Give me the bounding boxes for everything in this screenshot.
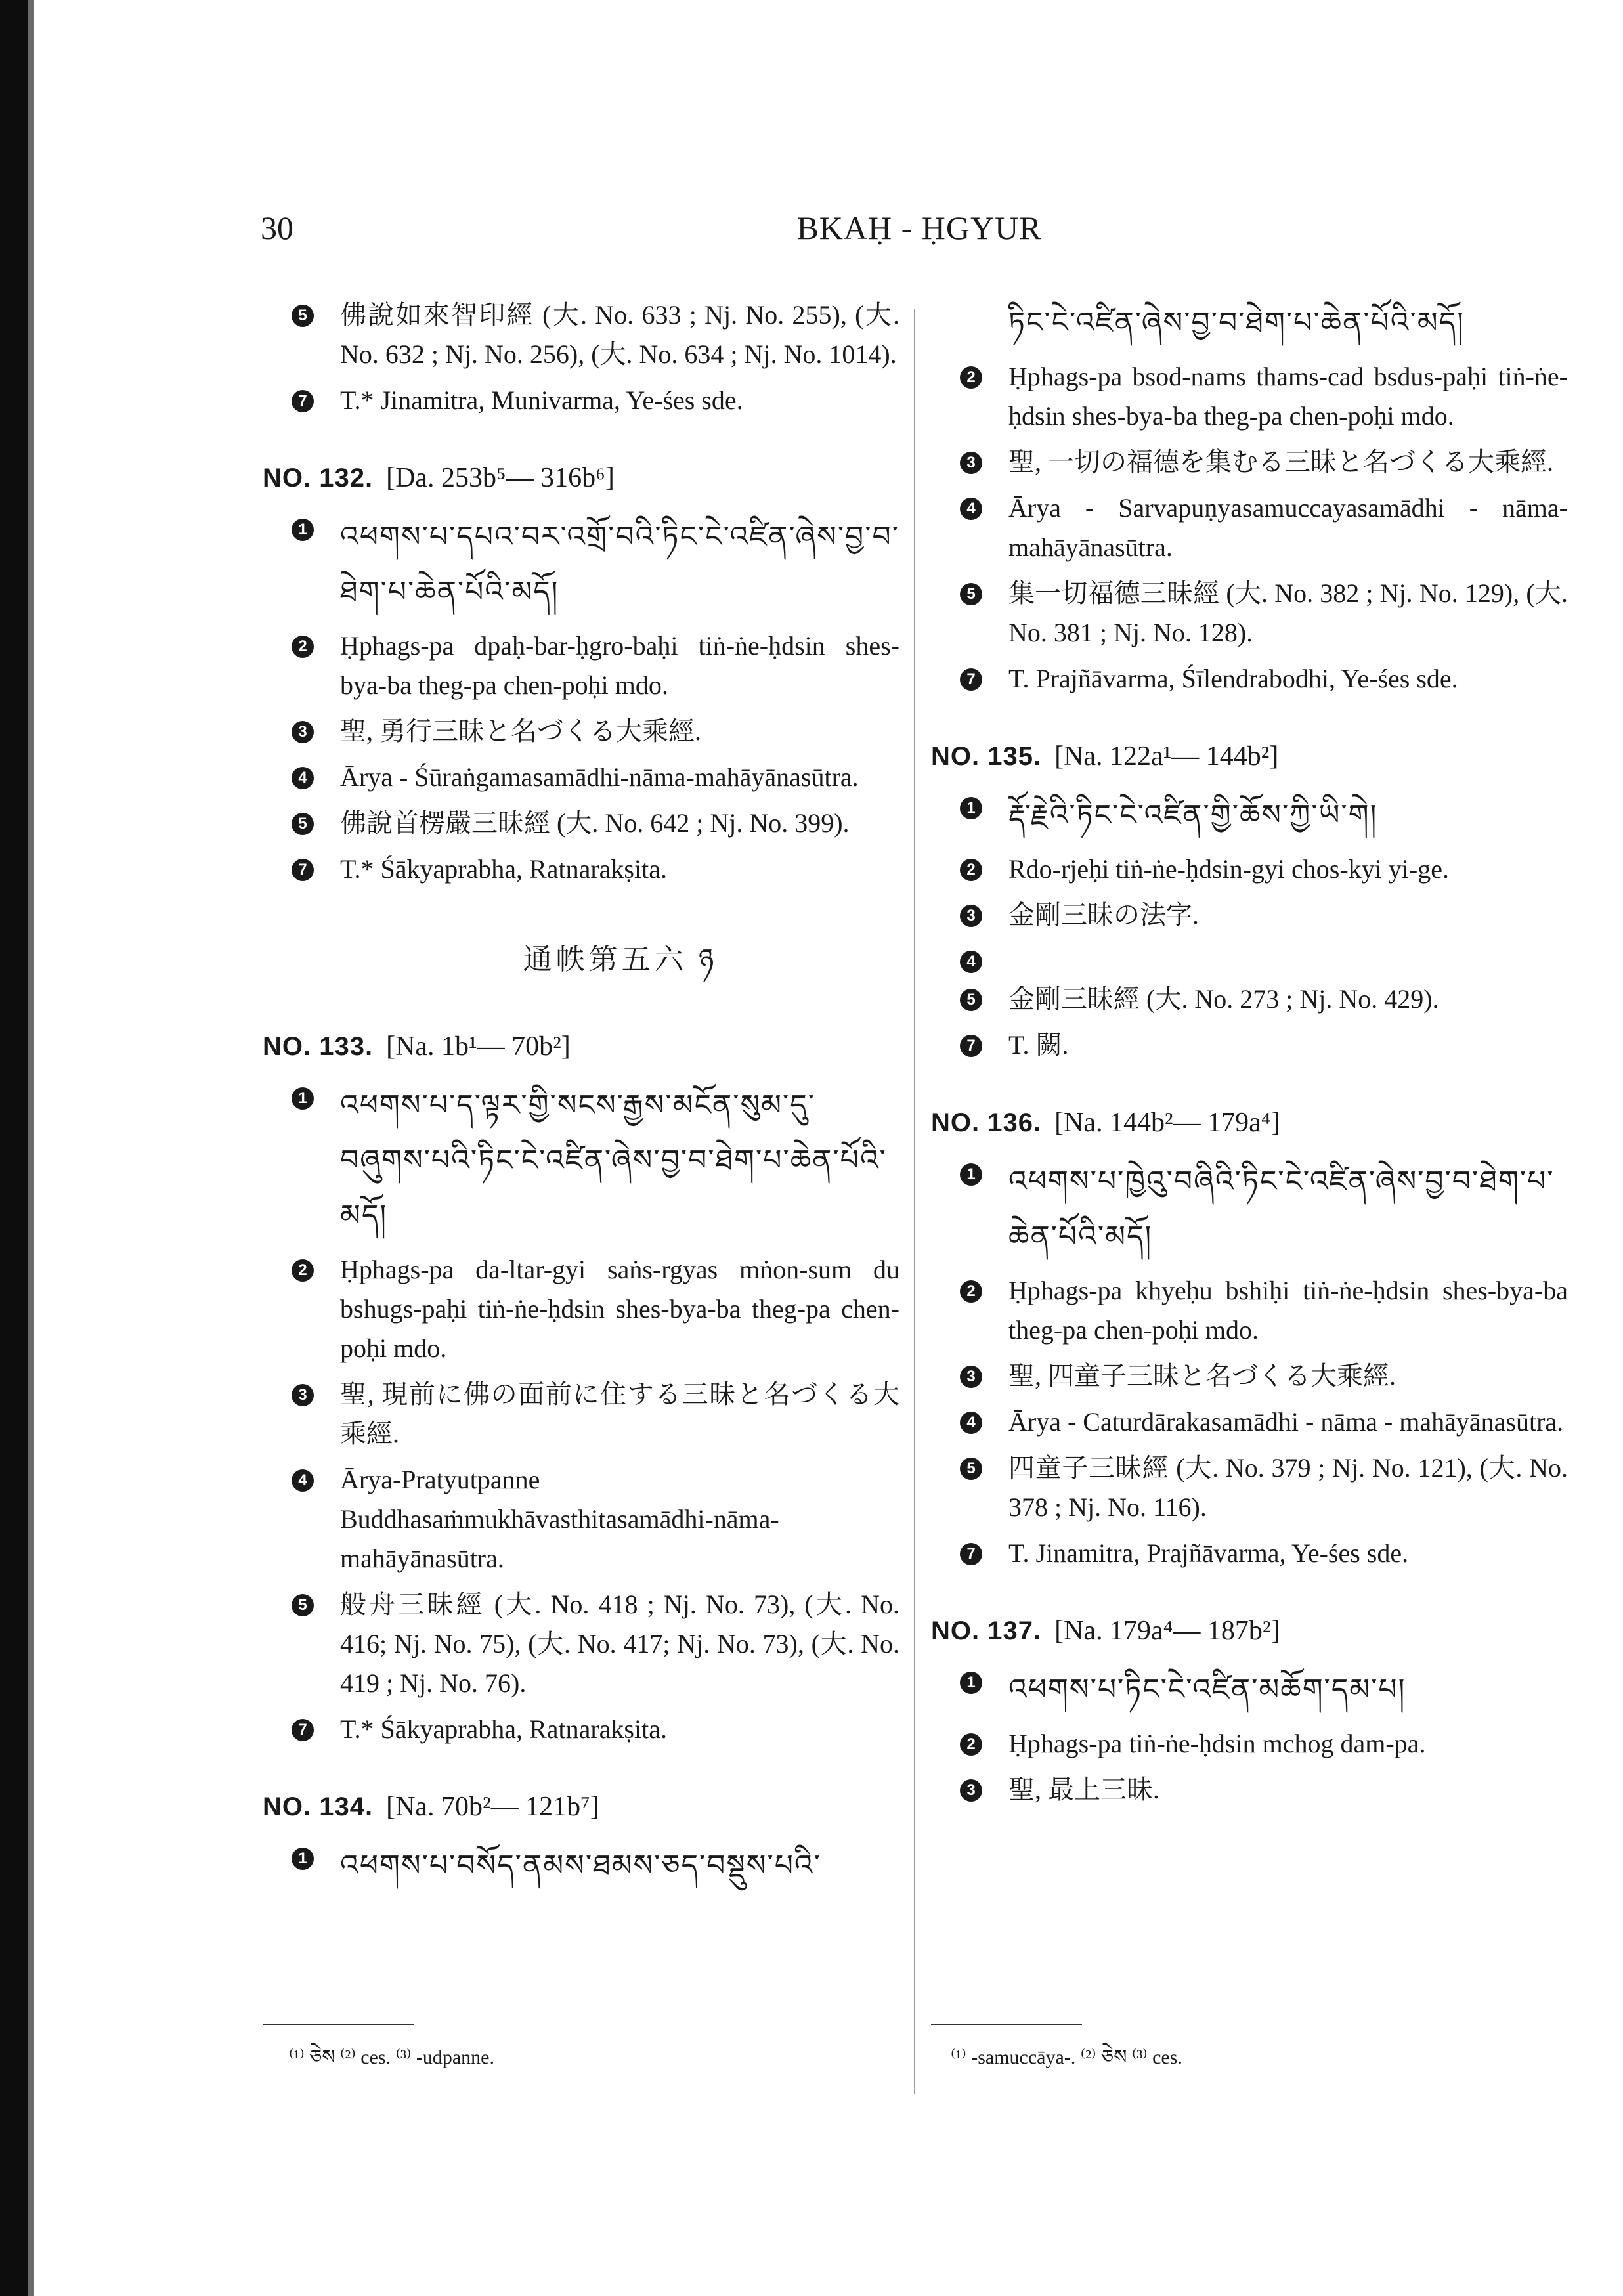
circled-number-marker: 3 [960, 1779, 982, 1802]
circled-number-marker: 2 [292, 636, 314, 658]
entry-line [931, 488, 1568, 567]
tibetan-title: འཕགས་པ་ད་ལྟར་གྱི་སངས་རྒྱས་མངོན་སུམ་དུ་བཞུགས་པའི་ཏིང་ངེ་འཛིན་ཞེས་བྱ་བ་ཐེག་པ་ཆེན་པོའི་མདོ། [340, 1089, 887, 1232]
tibetan-title: ཏིང་ངེ་འཛིན་ཞེས་བྱ་བ་ཐེག་པ་ཆེན་པོའི་མདོ། [1008, 307, 1465, 339]
entry-text: Ḥphags-pa bsod-nams thams-cad bsdus-paḥi tiṅ-ṅe-ḥdsin shes-bya-ba theg-pa chen-poḥi mdo. [1008, 362, 1568, 431]
circled-number-marker: 4 [292, 1469, 314, 1492]
entry-text: Ārya - Sarvapuṇyasamuccayasamādhi - nāma-mahāyānasūtra. [1008, 493, 1568, 562]
tibetan-title: འཕགས་པ་ཏིང་ངེ་འཛིན་མཆོག་དམ་པ། [1008, 1674, 1406, 1706]
entry-line [931, 1662, 1568, 1718]
entry-text: Ārya - Caturdārakasamādhi - nāma - mahāyānasūtra. [1008, 1407, 1564, 1437]
circled-number-marker: 7 [292, 390, 314, 412]
entry-line [263, 1375, 899, 1454]
catalog-entry [931, 295, 1568, 699]
circled-number-marker: 5 [960, 989, 982, 1011]
circled-number-marker: 2 [960, 1280, 982, 1303]
entry-heading [931, 1611, 1568, 1651]
tibetan-title: འཕགས་པ་ཁྱེའུ་བཞིའི་ཏིང་ངེ་འཛིན་ཞེས་བྱ་བ་ཐེག་པ་ཆེན་པོའི་མདོ། [1008, 1165, 1555, 1253]
right-footnotes: ⁽¹⁾ -samuccāya-. ⁽²⁾ ཅེས ⁽³⁾ ces. [951, 2047, 1182, 2068]
tibetan-title: འཕགས་པ་དཔའ་བར་འགྲོ་བའི་ཏིང་ངེ་འཛིན་ཞེས་བྱ་བ་ཐེག་པ་ཆེན་པོའི་མདོ། [340, 521, 899, 608]
circled-number-marker: 5 [960, 583, 982, 605]
left-footnote-rule [263, 2024, 414, 2025]
catalog-entry [263, 1027, 899, 1749]
entry-text: 聖, 一切の福德を集むる三昧と名づくる大乘經. [1008, 447, 1553, 477]
circled-number-marker: 7 [292, 1719, 314, 1741]
entry-text: Rdo-rjeḥi tiṅ-ṅe-ḥdsin-gyi chos-kyi yi-ge. [1008, 854, 1449, 884]
entry-number: NO. 136. [931, 1108, 1042, 1137]
entry-line [931, 942, 1568, 973]
scan-binding-shadow [28, 0, 34, 2296]
entry-text: 聖, 勇行三昧と名づくる大乘經. [340, 716, 701, 746]
right-footnote-rule [931, 2024, 1082, 2025]
entry-text: 佛說如來智印經 (大. No. 633 ; Nj. No. 255), (大. No. 632 ; Nj. No. 256), (大. No. 634 ; Nj. No. 1014). [340, 300, 899, 369]
circled-number-marker: 2 [960, 859, 982, 881]
entry-line [931, 659, 1568, 699]
catalog-entry [263, 458, 899, 889]
entry-text: Ḥphags-pa khyeḥu bshiḥi tiṅ-ṅe-ḥdsin shes-bya-ba theg-pa chen-poḥi mdo. [1008, 1276, 1568, 1345]
entry-number: NO. 137. [931, 1616, 1042, 1645]
entry-text: T. Prajñāvarma, Śīlendrabodhi, Ye-śes sde. [1008, 664, 1458, 693]
entry-line [263, 1710, 899, 1749]
circled-number-marker: 3 [960, 905, 982, 927]
entry-line [263, 509, 899, 620]
entry-line [931, 295, 1568, 351]
circled-number-marker: 5 [292, 813, 314, 835]
entry-heading [263, 1027, 899, 1066]
catalog-entry [931, 737, 1568, 1065]
circled-number-marker: 5 [960, 1458, 982, 1480]
circled-number-marker: 1 [292, 519, 314, 541]
entry-text: Ḥphags-pa da-ltar-gyi saṅs-rgyas mṅon-sum du bshugs-paḥi tiṅ-ṅe-ḥdsin shes-bya-ba theg-pa chen-poḥi mdo. [340, 1255, 899, 1363]
entry-folio-reference: [Da. 253b⁵— 316b⁶] [386, 463, 615, 493]
circled-number-marker: 1 [960, 797, 982, 819]
entry-line [263, 295, 899, 374]
entry-text: 集一切福德三昧經 (大. No. 382 ; Nj. No. 129), (大. No. 381 ; Nj. No. 128). [1008, 578, 1568, 647]
circled-number-marker: 1 [960, 1672, 982, 1694]
entry-folio-reference: [Na. 144b²— 179a⁴] [1054, 1108, 1280, 1138]
entry-line [263, 758, 899, 797]
entry-text: 聖, 四童子三昧と名づくる大乘經. [1008, 1361, 1396, 1391]
circled-number-marker: 4 [960, 1412, 982, 1434]
entry-line [931, 1534, 1568, 1573]
entry-number: NO. 134. [263, 1792, 374, 1821]
entry-line [263, 850, 899, 889]
entry-line [263, 1838, 899, 1894]
entry-line [263, 381, 899, 420]
entry-line [931, 357, 1568, 436]
entry-folio-reference: [Na. 179a⁴— 187b²] [1054, 1616, 1280, 1646]
entry-text: 聖, 現前に佛の面前に住する三昧と名づくる大乘經. [340, 1379, 899, 1448]
entry-text: Ārya - Śūraṅgamasamādhi-nāma-mahāyānasūtra. [340, 762, 859, 792]
entry-heading [931, 737, 1568, 776]
scan-binding-edge [0, 0, 28, 2296]
catalog-entry [931, 1103, 1568, 1573]
column-divider [914, 309, 915, 2094]
circled-number-marker: 3 [292, 721, 314, 743]
entry-heading [263, 1787, 899, 1827]
circled-number-marker: 3 [960, 452, 982, 474]
entry-line [931, 1026, 1568, 1065]
entry-text: Ārya-Pratyutpanne Buddhasaṁmukhāvasthitasamādhi-nāma-mahāyānasūtra. [340, 1465, 779, 1573]
catalog-entry [263, 1787, 899, 1894]
entry-line [931, 788, 1568, 843]
circled-number-marker: 7 [960, 1035, 982, 1057]
circled-number-marker: 2 [292, 1259, 314, 1282]
entry-folio-reference: [Na. 122a¹— 144b²] [1054, 741, 1279, 771]
entry-line [931, 1770, 1568, 1809]
circled-number-marker: 1 [292, 1848, 314, 1870]
entry-line [263, 804, 899, 843]
entry-number: NO. 133. [263, 1032, 374, 1061]
entry-line [931, 850, 1568, 889]
entry-line [931, 574, 1568, 653]
circled-number-marker: 7 [292, 859, 314, 881]
page-number: 30 [261, 209, 293, 246]
entry-line [931, 980, 1568, 1019]
entry-text: T.* Śākyaprabha, Ratnarakṣita. [340, 1714, 667, 1744]
entry-text: Ḥphags-pa tiṅ-ṅe-ḥdsin mchog dam-pa. [1008, 1729, 1426, 1758]
entry-line [263, 626, 899, 705]
entry-line [263, 1460, 899, 1578]
circled-number-marker: 4 [960, 951, 982, 973]
entry-heading [931, 1103, 1568, 1142]
circled-number-marker: 5 [292, 305, 314, 327]
entry-text: T.* Śākyaprabha, Ratnarakṣita. [340, 854, 667, 884]
entry-line [931, 1356, 1568, 1396]
entry-line [931, 1271, 1568, 1350]
circled-number-marker: 4 [960, 498, 982, 520]
catalog-entry [263, 295, 899, 420]
entry-line [263, 712, 899, 751]
entry-line [931, 896, 1568, 935]
left-footnotes: ⁽¹⁾ ཅེས ⁽²⁾ ces. ⁽³⁾ -udpanne. [289, 2047, 494, 2068]
catalog-entry [931, 1611, 1568, 1809]
entry-text: 聖, 最上三昧. [1008, 1775, 1159, 1804]
tibetan-title: རྡོ་རྗེའི་ཏིང་ངེ་འཛིན་གྱི་ཆོས་ཀྱི་ཡི་གེ། [1008, 799, 1378, 831]
entry-number: NO. 135. [931, 742, 1042, 771]
entry-folio-reference: [Na. 70b²— 121b⁷] [386, 1792, 599, 1822]
entry-text: T. 闕. [1008, 1030, 1069, 1060]
running-head: BKAḤ - ḤGYUR [796, 209, 1042, 246]
entry-number: NO. 132. [263, 464, 374, 492]
entry-line [931, 1402, 1568, 1442]
section-title: 通帙第五六 ཉ [523, 943, 718, 976]
circled-number-marker: 2 [960, 1733, 982, 1756]
circled-number-marker: 2 [960, 366, 982, 389]
entry-text: 金剛三昧經 (大. No. 273 ; Nj. No. 429). [1008, 984, 1439, 1014]
entry-text: T.* Jinamitra, Munivarma, Ye-śes sde. [340, 385, 743, 415]
entry-heading [263, 458, 899, 498]
circled-number-marker: 7 [960, 668, 982, 691]
circled-number-marker: 1 [292, 1087, 314, 1110]
entry-line [931, 1154, 1568, 1265]
left-column [263, 295, 899, 1932]
circled-number-marker: 3 [960, 1366, 982, 1388]
tibetan-title: འཕགས་པ་བསོད་ནམས་ཐམས་ཅད་བསྡུས་པའི་ [340, 1850, 821, 1882]
entry-text: T. Jinamitra, Prajñāvarma, Ye-śes sde. [1008, 1538, 1409, 1568]
circled-number-marker: 5 [292, 1594, 314, 1616]
circled-number-marker: 3 [292, 1384, 314, 1406]
entry-line [263, 1585, 899, 1703]
entry-line [263, 1250, 899, 1368]
entry-line [931, 443, 1568, 482]
entry-text: 佛說首楞嚴三昧經 (大. No. 642 ; Nj. No. 399). [340, 808, 850, 838]
entry-folio-reference: [Na. 1b¹— 70b²] [386, 1031, 571, 1062]
entry-text: 般舟三昧經 (大. No. 418 ; Nj. No. 73), (大. No. 416; Nj. No. 75), (大. No. 417; Nj. No. 73), (大. No. 419 ; Nj. No. 76). [340, 1590, 899, 1698]
entry-text: 四童子三昧經 (大. No. 379 ; Nj. No. 121), (大. No. 378 ; Nj. No. 116). [1008, 1453, 1568, 1522]
entry-text: 金剛三昧の法字. [1008, 900, 1199, 930]
right-column [931, 295, 1568, 1848]
entry-line [931, 1448, 1568, 1527]
entry-line [931, 1724, 1568, 1764]
circled-number-marker: 1 [960, 1163, 982, 1186]
entry-text: Ḥphags-pa dpaḥ-bar-ḥgro-baḥi tiṅ-ṅe-ḥdsin shes-bya-ba theg-pa chen-poḥi mdo. [340, 631, 899, 700]
circled-number-marker: 7 [960, 1543, 982, 1565]
entry-line [263, 1078, 899, 1244]
circled-number-marker: 4 [292, 767, 314, 789]
